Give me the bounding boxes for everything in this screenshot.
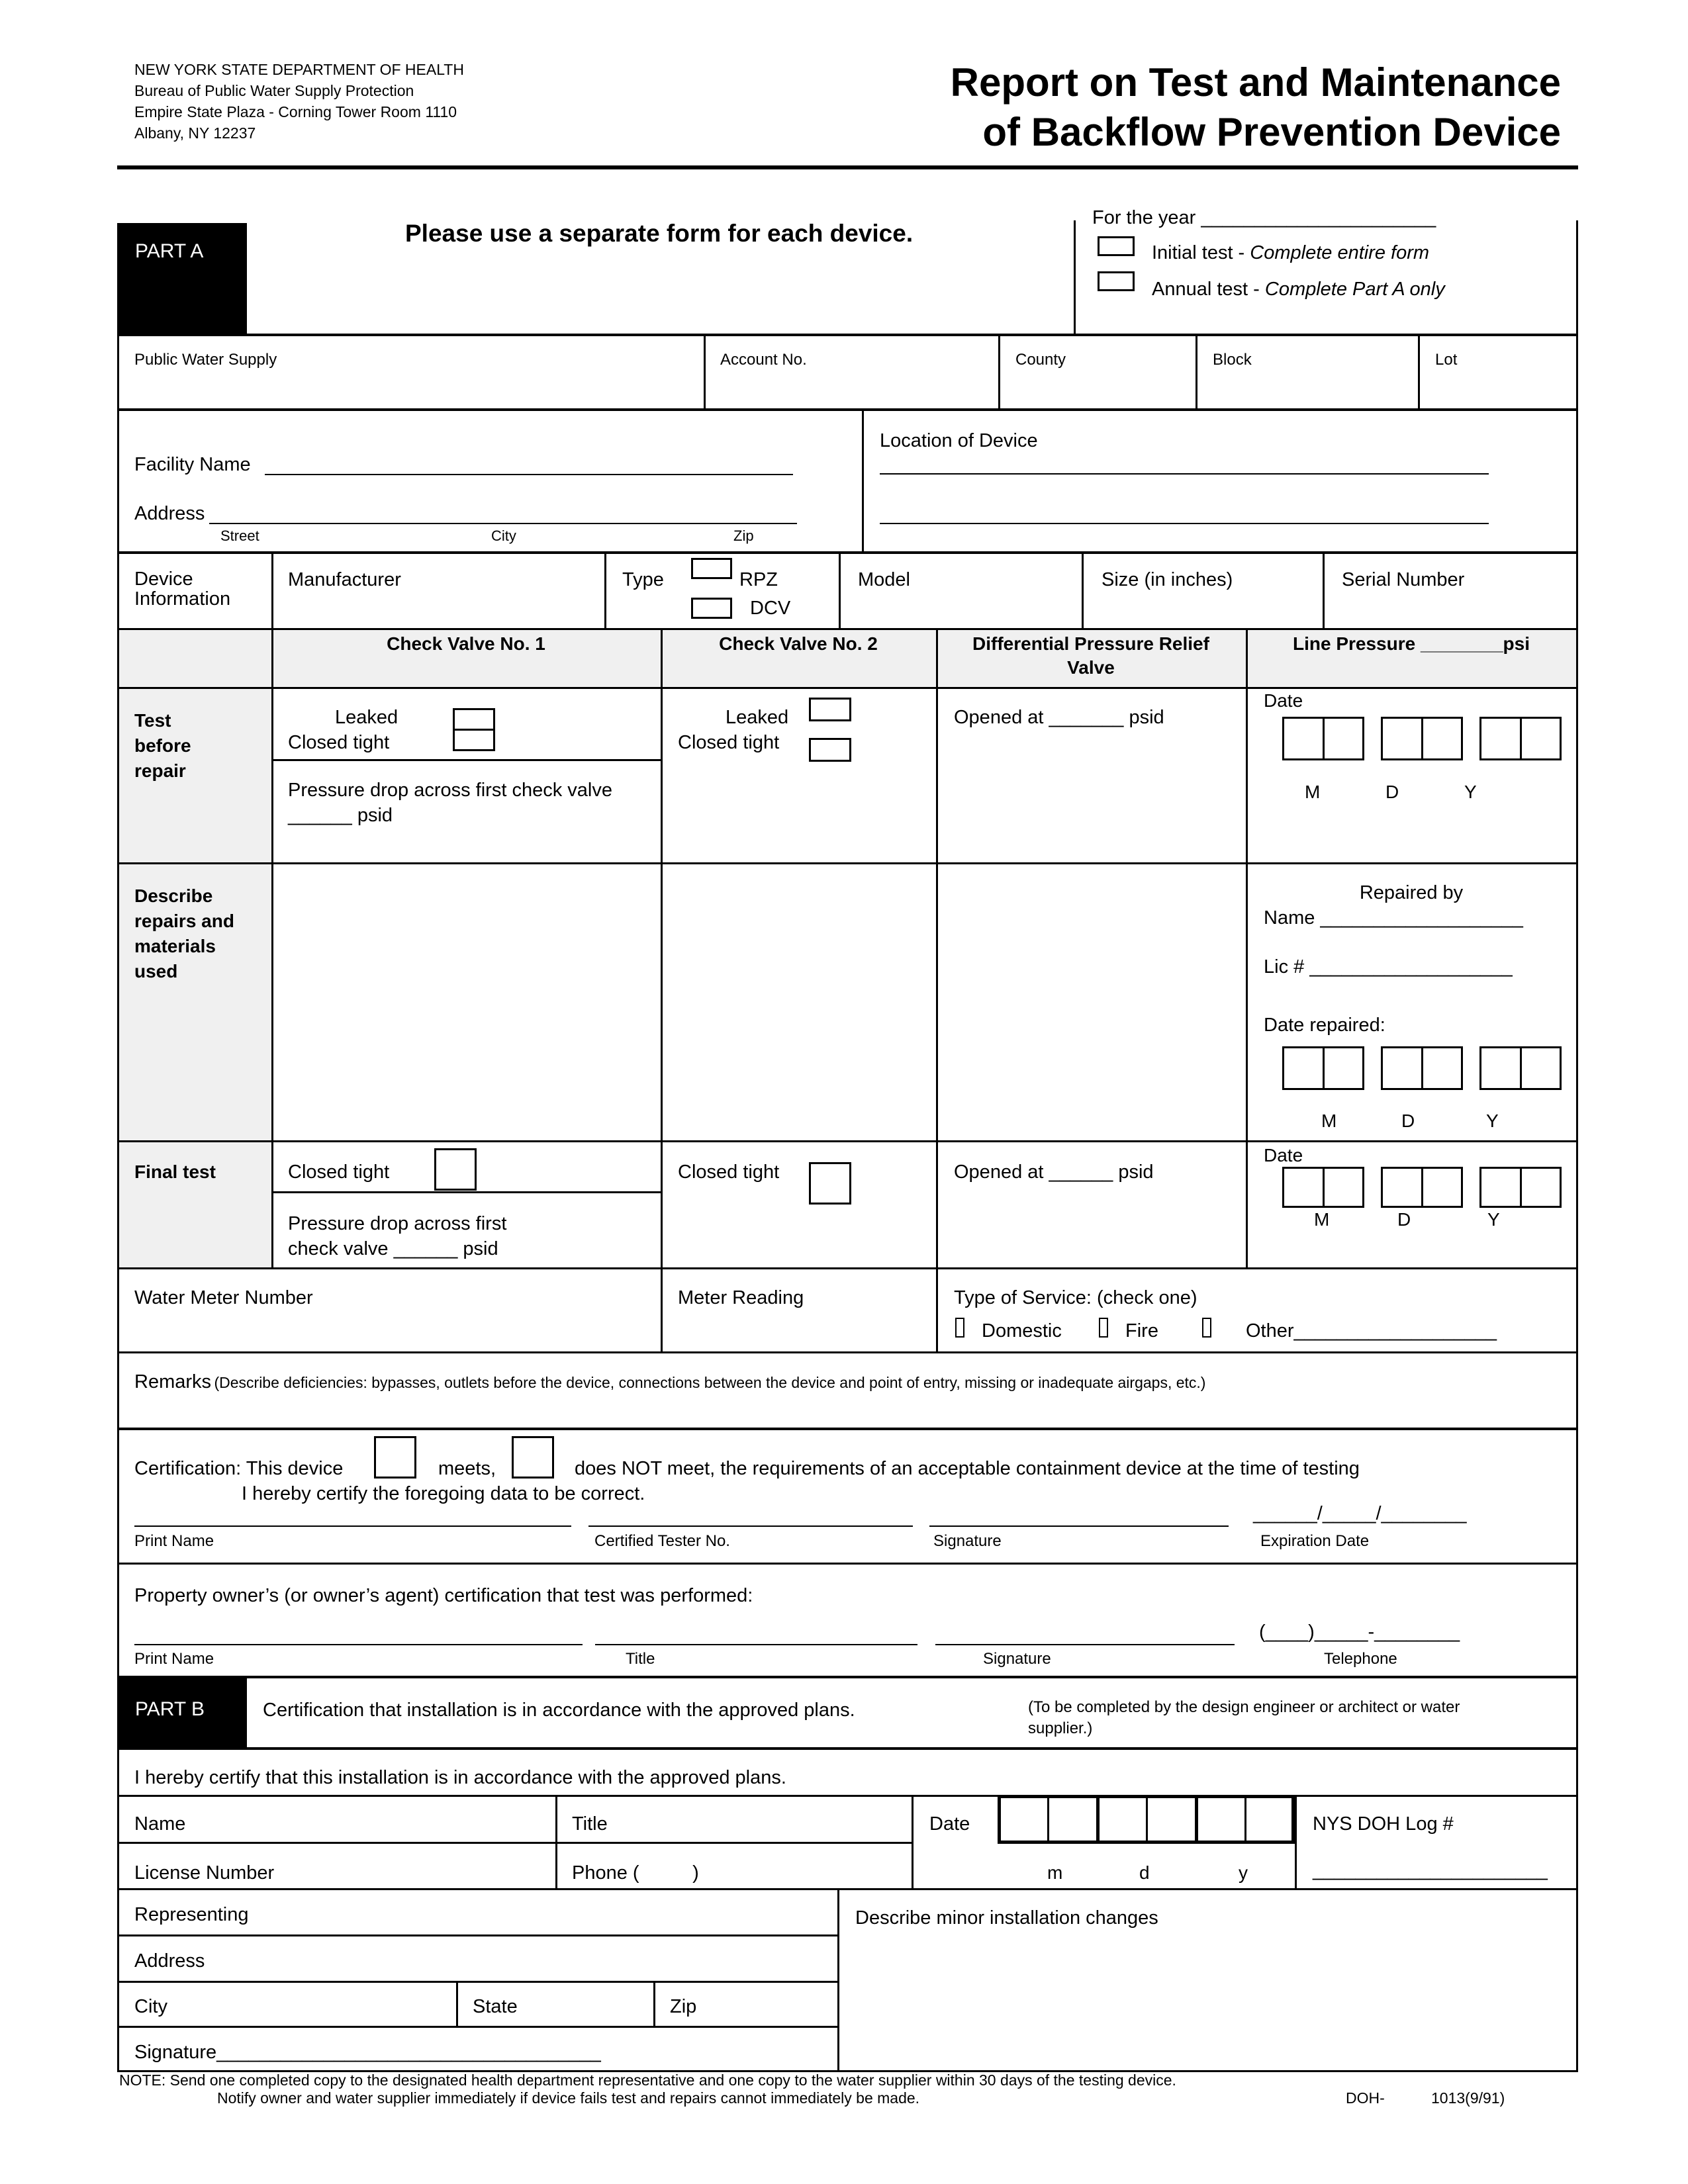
final-date-d: D: [1397, 1209, 1411, 1230]
zip-sublabel: Zip: [733, 527, 754, 544]
location-field-2[interactable]: [880, 523, 1489, 524]
location-field-1[interactable]: [880, 473, 1489, 475]
pb-phone-label: Phone ( ): [572, 1862, 699, 1884]
serial-number-label: Serial Number: [1342, 569, 1465, 590]
agency-line-3: Empire State Plaza - Corning Tower Room 1110: [134, 103, 457, 120]
county-label: County: [1015, 351, 1066, 369]
cv1-closed-tight-label: Closed tight: [288, 732, 390, 753]
cert-signature-caption: Signature: [933, 1532, 1002, 1550]
does-not-meet-label: does NOT meet, the requirements of an acceptable containment device at the time of testing: [575, 1458, 1360, 1479]
test-date-y: Y: [1464, 782, 1477, 802]
repairs-cv1-area[interactable]: [273, 864, 661, 1140]
pb-state-label: State: [473, 1996, 518, 2017]
final-cv2-closed-tight-label: Closed tight: [678, 1161, 780, 1183]
owner-print-name-field[interactable]: [134, 1644, 583, 1645]
owner-signature-caption: Signature: [983, 1650, 1051, 1668]
check-valve-1-header: Check Valve No. 1: [387, 633, 545, 654]
cert-tester-no-caption: Certified Tester No.: [594, 1532, 730, 1550]
final-test-label: Final test: [134, 1161, 216, 1182]
cv1-leaked-label: Leaked: [335, 707, 399, 728]
test-date-year[interactable]: [1479, 717, 1562, 760]
agency-line-4: Albany, NY 12237: [134, 124, 256, 142]
agency-line-1: NEW YORK STATE DEPARTMENT OF HEALTH: [134, 61, 464, 78]
final-dp-opened-at-field[interactable]: Opened at ______ psid: [954, 1161, 1154, 1183]
size-label: Size (in inches): [1102, 569, 1233, 590]
device-information-label: Device Information: [134, 569, 231, 610]
domestic-label: Domestic: [982, 1320, 1062, 1342]
part-b-note-2: supplier.): [1028, 1719, 1093, 1737]
pb-date-d: d: [1139, 1862, 1150, 1883]
cert-print-name-field[interactable]: [134, 1525, 571, 1527]
final-date-y: Y: [1487, 1209, 1500, 1230]
date-repaired-label: Date repaired:: [1264, 1015, 1385, 1036]
final-date-day[interactable]: [1381, 1167, 1463, 1208]
final-cv1-pressure-drop-field[interactable]: check valve ______ psid: [288, 1238, 498, 1259]
pb-date-label: Date: [929, 1813, 970, 1835]
part-b-hereby: I hereby certify that this installation is in accordance with the approved plans.: [134, 1767, 786, 1788]
footer-note-1: NOTE: Send one completed copy to the designated health department representative and one copy to the water supplier within 30 days of the testing device.: [119, 2071, 1176, 2089]
dcv-label: DCV: [750, 598, 791, 619]
owner-certification-label: Property owner’s (or owner’s agent) certification that test was performed:: [134, 1585, 753, 1606]
test-date-month[interactable]: [1282, 717, 1364, 760]
cv1-leaked-checkbox[interactable]: [453, 708, 495, 731]
cert-print-name-caption: Print Name: [134, 1532, 214, 1550]
other-field[interactable]: Other___________________: [1246, 1320, 1497, 1342]
agency-line-2: Bureau of Public Water Supply Protection: [134, 82, 414, 99]
certify-foregoing: I hereby certify the foregoing data to be correct.: [242, 1483, 645, 1504]
rpz-label: RPZ: [739, 569, 778, 590]
pb-date-m: m: [1047, 1862, 1063, 1883]
type-of-service-label: Type of Service: (check one): [954, 1287, 1197, 1308]
cert-expiration-field[interactable]: ______/_____/________: [1253, 1503, 1467, 1524]
final-cv1-closed-tight-label: Closed tight: [288, 1161, 390, 1183]
does-not-meet-checkbox[interactable]: [512, 1436, 554, 1479]
pb-log-field[interactable]: ______________________: [1313, 1860, 1548, 1881]
for-the-year[interactable]: For the year ______________________: [1092, 207, 1436, 228]
owner-title-caption: Title: [626, 1650, 655, 1668]
block-label: Block: [1213, 351, 1252, 369]
dp-relief-valve-header-2: Valve: [1067, 657, 1115, 678]
cert-expiration-caption: Expiration Date: [1260, 1532, 1370, 1550]
part-b-note-1: (To be completed by the design engineer or architect or water: [1028, 1698, 1460, 1716]
lot-label: Lot: [1435, 351, 1458, 369]
initial-test-label: Initial test - Complete entire form: [1152, 242, 1430, 263]
pb-date-y: y: [1239, 1862, 1248, 1883]
part-b-label: PART B: [117, 1677, 247, 1749]
pb-address-label: Address: [134, 1950, 205, 1972]
facility-name-label: Facility Name: [134, 454, 251, 475]
cv2-leaked-label: Leaked: [726, 707, 789, 728]
domestic-checkbox[interactable]: [955, 1318, 964, 1338]
line-pressure-header[interactable]: Line Pressure ________psi: [1292, 633, 1530, 654]
test-date-d: D: [1385, 782, 1399, 802]
repaired-by-lic-field[interactable]: Lic # ___________________: [1264, 956, 1513, 978]
year-panel-divider: [1074, 220, 1076, 334]
final-cv1-pressure-drop-label: Pressure drop across first: [288, 1213, 507, 1234]
repair-date-month[interactable]: [1282, 1046, 1364, 1090]
describe-repairs-label: Describe repairs and materials used: [134, 886, 234, 981]
public-water-supply-label: Public Water Supply: [134, 351, 277, 369]
test-before-repair-label: Test before repair: [134, 710, 191, 781]
meets-checkbox[interactable]: [374, 1436, 416, 1479]
test-date-m: M: [1305, 782, 1321, 802]
meter-reading-label: Meter Reading: [678, 1287, 804, 1308]
owner-signature-field[interactable]: [935, 1644, 1235, 1645]
form-title-line-2: of Backflow Prevention Device: [982, 110, 1561, 154]
cv1-pressure-drop-field[interactable]: ______ psid: [288, 805, 393, 826]
remarks-label: Remarks (Describe deficiencies: bypasses, outlets before the device, connections between the device and point of entry, missing or inadequate airgaps, etc.): [134, 1371, 1206, 1392]
repair-date-m: M: [1321, 1111, 1337, 1131]
form-prefix: DOH-: [1346, 2089, 1385, 2107]
water-meter-number-label: Water Meter Number: [134, 1287, 313, 1308]
separate-form-instruction: Please use a separate form for each device.: [405, 220, 914, 247]
pb-zip-label: Zip: [670, 1996, 697, 2017]
facility-name-field[interactable]: [265, 474, 793, 475]
pb-city-label: City: [134, 1996, 167, 2017]
cert-tester-no-field[interactable]: [588, 1525, 913, 1527]
pb-date-boxes[interactable]: [998, 1795, 1295, 1844]
repaired-by-name-field[interactable]: Name ___________________: [1264, 907, 1523, 929]
location-of-device-label: Location of Device: [880, 430, 1038, 451]
pb-license-label: License Number: [134, 1862, 275, 1884]
dp-opened-at-field[interactable]: Opened at _______ psid: [954, 707, 1164, 728]
owner-print-name-caption: Print Name: [134, 1650, 214, 1668]
rpz-checkbox[interactable]: [691, 558, 732, 579]
footer-note-2: Notify owner and water supplier immediately if device fails test and repairs cannot immediately be made.: [217, 2089, 920, 2107]
city-sublabel: City: [491, 527, 516, 544]
dcv-checkbox[interactable]: [691, 598, 732, 619]
cv1-closed-tight-checkbox[interactable]: [453, 729, 495, 751]
type-label: Type: [622, 569, 664, 590]
final-date-m: M: [1314, 1209, 1330, 1230]
model-label: Model: [858, 569, 910, 590]
repair-date-year[interactable]: [1479, 1046, 1562, 1090]
fire-checkbox[interactable]: [1099, 1318, 1108, 1338]
pb-signature-field[interactable]: Signature____________________________________: [134, 2042, 601, 2063]
test-date-day[interactable]: [1381, 717, 1463, 760]
address-label: Address: [134, 503, 205, 524]
repaired-by-label: Repaired by: [1359, 882, 1464, 903]
manufacturer-label: Manufacturer: [288, 569, 401, 590]
account-no-label: Account No.: [720, 351, 807, 369]
owner-telephone-caption: Telephone: [1324, 1650, 1397, 1668]
meets-label: meets,: [438, 1458, 496, 1479]
repair-date-day[interactable]: [1381, 1046, 1463, 1090]
owner-title-field[interactable]: [595, 1644, 917, 1645]
other-checkbox[interactable]: [1202, 1318, 1211, 1338]
form-number: 1013(9/91): [1431, 2089, 1505, 2107]
test-date-label: Date: [1264, 690, 1303, 711]
dp-relief-valve-header-1: Differential Pressure Relief: [972, 633, 1209, 654]
part-a-label: PART A: [117, 223, 247, 334]
street-sublabel: Street: [220, 527, 259, 544]
final-date-month[interactable]: [1282, 1167, 1364, 1208]
pb-describe-changes-area[interactable]: [839, 1936, 1576, 2070]
check-valve-2-header: Check Valve No. 2: [719, 633, 878, 654]
form-title-line-1: Report on Test and Maintenance: [950, 60, 1561, 105]
final-cv1-closed-tight-checkbox[interactable]: [434, 1148, 477, 1191]
pb-log-label: NYS DOH Log #: [1313, 1813, 1454, 1835]
cv2-leaked-checkbox[interactable]: [809, 698, 851, 721]
fire-label: Fire: [1125, 1320, 1158, 1342]
repairs-dp-area[interactable]: [938, 864, 1246, 1140]
repairs-cv2-area[interactable]: [663, 864, 936, 1140]
repair-date-y: Y: [1486, 1111, 1499, 1131]
pb-name-label: Name: [134, 1813, 186, 1835]
owner-telephone-field[interactable]: (____)_____-________: [1259, 1621, 1460, 1643]
certification-this-device: Certification: This device: [134, 1458, 344, 1479]
header-rule: [117, 165, 1578, 169]
final-date-label: Date: [1264, 1145, 1303, 1165]
cv2-closed-tight-checkbox[interactable]: [809, 738, 851, 762]
address-field[interactable]: [209, 523, 797, 524]
pb-describe-changes-label: Describe minor installation changes: [855, 1907, 1158, 1929]
pb-representing-label: Representing: [134, 1904, 249, 1925]
annual-test-label: Annual test - Complete Part A only: [1152, 279, 1445, 300]
repair-date-d: D: [1401, 1111, 1415, 1131]
cv2-closed-tight-label: Closed tight: [678, 732, 780, 753]
annual-test-checkbox[interactable]: [1098, 271, 1135, 291]
pb-title-label: Title: [572, 1813, 608, 1835]
part-b-certification: Certification that installation is in accordance with the approved plans.: [263, 1700, 855, 1721]
cv1-pressure-drop-label: Pressure drop across first check valve: [288, 780, 612, 801]
cert-signature-field[interactable]: [929, 1525, 1229, 1527]
final-cv2-closed-tight-checkbox[interactable]: [809, 1162, 851, 1205]
initial-test-checkbox[interactable]: [1098, 236, 1135, 256]
final-date-year[interactable]: [1479, 1167, 1562, 1208]
